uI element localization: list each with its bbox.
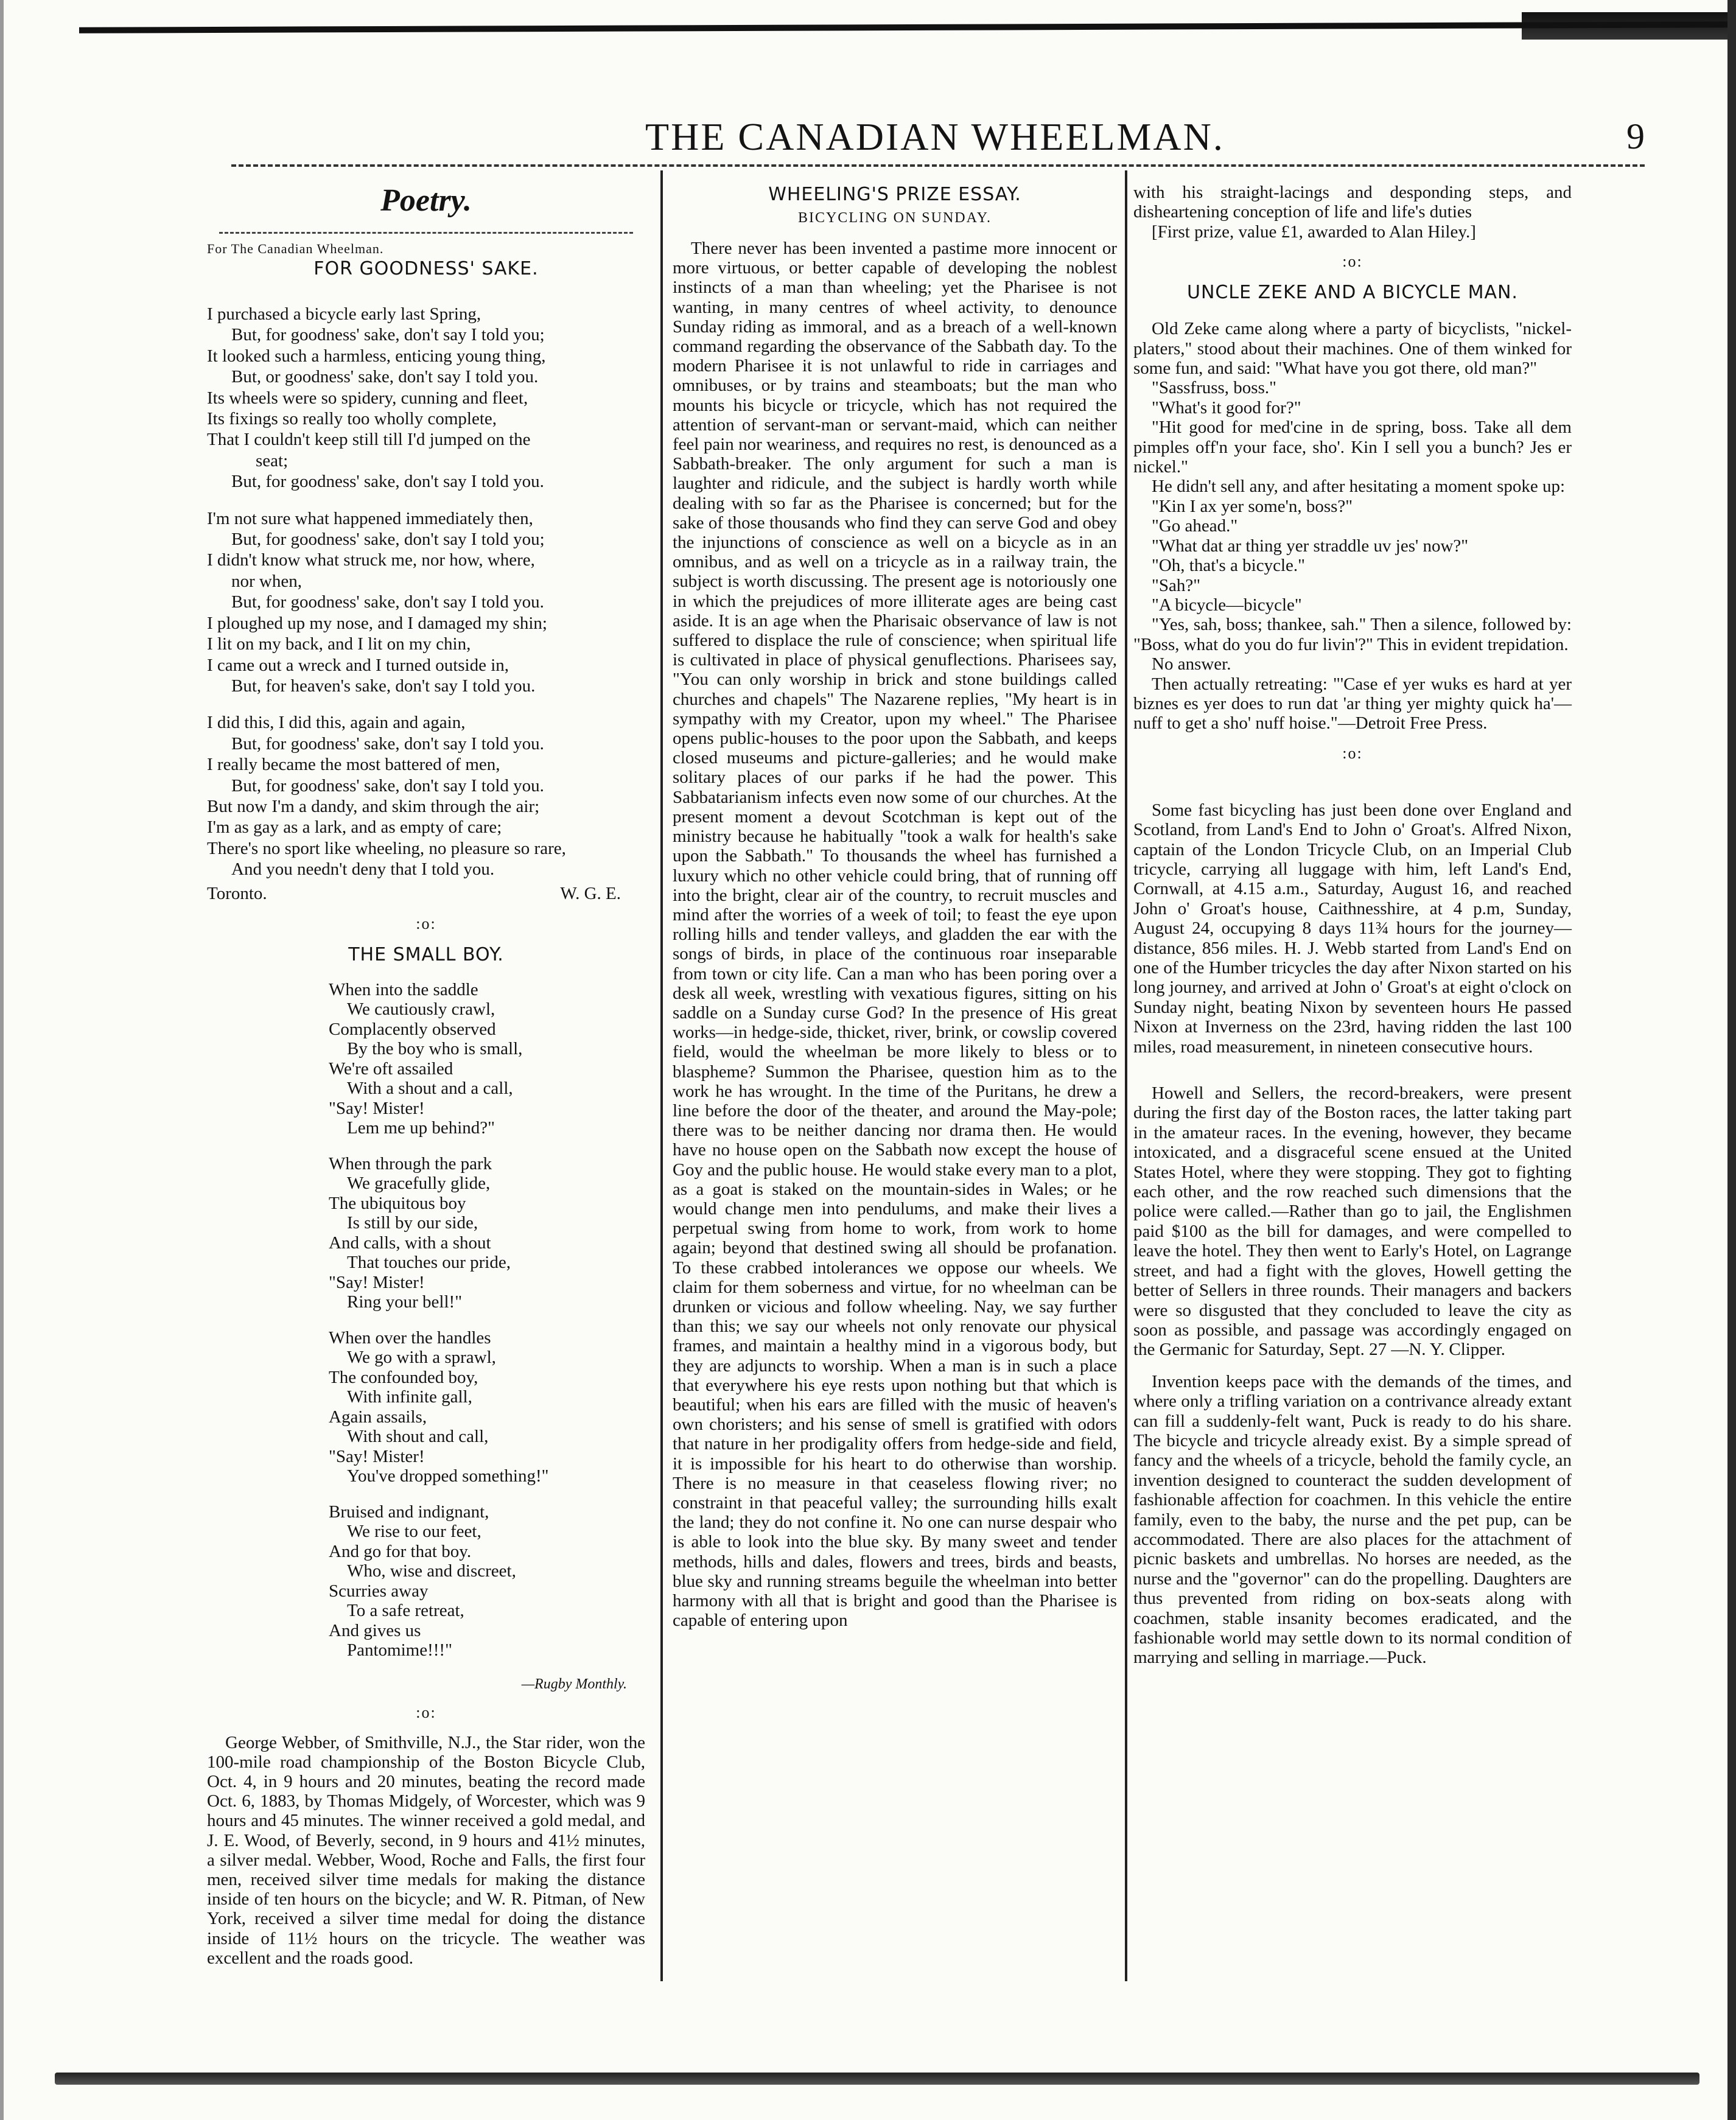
zeke-paragraph: "Sassfruss, boss." — [1152, 378, 1276, 398]
poem-line: By the boy who is small, — [347, 1039, 523, 1059]
header-rule — [231, 164, 1645, 167]
top-rule — [79, 21, 1736, 33]
poem-line: seat; — [256, 450, 289, 471]
stanza — [207, 304, 645, 492]
poem-line: And you needn't deny that I told you. — [231, 859, 495, 880]
stanza — [329, 1328, 645, 1486]
poem-line: You've dropped something!" — [347, 1466, 549, 1486]
poem-line: Lem me up behind?" — [347, 1118, 495, 1138]
poem-line: It looked such a harmless, enticing young thing, — [207, 346, 546, 366]
column-2 — [673, 183, 1117, 1630]
poem-line: The ubiquitous boy — [329, 1193, 466, 1213]
separator: :o: — [1342, 744, 1363, 762]
poem-line: With shout and call, — [347, 1427, 489, 1447]
zeke-paragraph: "Oh, that's a bicycle." — [1152, 556, 1305, 576]
zeke-paragraph: "Hit good for med'cine in de spring, boss. Take all dem pimples off'n your face, sho'. Kin I sell you a bunch? Jes er nickel." — [1133, 418, 1572, 477]
masthead: THE CANADIAN WHEELMAN. — [645, 115, 1225, 158]
column-divider-2 — [1125, 170, 1127, 1981]
page-header — [207, 110, 1645, 164]
essay-continued: with his straight-lacings and desponding steps, and disheartening conception of life and life's duties — [1133, 183, 1572, 222]
column-1 — [207, 183, 645, 1968]
poem-line: To a safe retreat, — [347, 1601, 464, 1621]
zeke-paragraph: "What dat ar thing yer straddle uv jes' now?" — [1152, 536, 1469, 556]
spacer — [1133, 1057, 1572, 1083]
poem-line: The confounded boy, — [329, 1367, 478, 1387]
poem-credit: —Rugby Monthly. — [521, 1676, 627, 1692]
poem-line: We cautiously crawl, — [347, 999, 495, 1020]
separator: :o: — [416, 1703, 436, 1721]
poem-line: "Say! Mister! — [329, 1446, 425, 1466]
column-3 — [1133, 183, 1572, 1668]
separator: :o: — [1342, 253, 1363, 271]
poem-line: And go for that boy. — [329, 1541, 472, 1561]
page-edge-right — [1727, 0, 1736, 2120]
poem-title-goodness: FOR GOODNESS' SAKE. — [313, 258, 539, 279]
poetry-heading: Poetry. — [380, 183, 472, 218]
poem-line: I'm not sure what happened immediately then, — [207, 508, 533, 528]
poem-line: We rise to our feet, — [347, 1522, 481, 1542]
poem-line: nor when, — [231, 571, 302, 591]
spacer — [1133, 774, 1572, 800]
stanza — [207, 712, 645, 880]
poem-line: I'm as gay as a lark, and as empty of care; — [207, 817, 502, 838]
poem-line: I ploughed up my nose, and I damaged my shin; — [207, 613, 547, 633]
poem-line: I really became the most battered of men, — [207, 755, 500, 775]
poetry-rule — [219, 232, 633, 234]
poem-line: That touches our pride, — [347, 1253, 511, 1273]
poem-line: But, or goodness' sake, don't say I told you. — [231, 367, 539, 387]
page-edge-left — [0, 0, 4, 2120]
poem-line: And calls, with a shout — [329, 1233, 491, 1253]
poem-line: Its wheels were so spidery, cunning and fleet, — [207, 388, 528, 408]
poem-line: We gracefully glide, — [347, 1174, 491, 1194]
prize-note: [First prize, value £1, awarded to Alan Hiley.] — [1152, 222, 1476, 242]
poem-line: I purchased a bicycle early last Spring, — [207, 304, 481, 324]
poem-line: Is still by our side, — [347, 1213, 478, 1233]
poem-small-boy — [207, 980, 645, 1660]
poem-line: "Say! Mister! — [329, 1098, 425, 1118]
poem-line: There's no sport like wheeling, no pleasure so rare, — [207, 838, 566, 858]
poem-line: We're oft assailed — [329, 1058, 453, 1079]
dedication: For The Canadian Wheelman. — [207, 241, 384, 256]
poem-place: Toronto. — [207, 883, 267, 903]
zeke-paragraph: "Sah?" — [1152, 575, 1201, 595]
bottom-rule — [55, 2073, 1699, 2085]
poem-line: And gives us — [329, 1620, 421, 1640]
zeke-paragraph: "Yes, sah, boss; thankee, sah." Then a silence, followed by: "Boss, what do you do fur livin'?" This in evident trepidation. — [1133, 615, 1572, 654]
howell-paragraph: Howell and Sellers, the record-breakers, were present during the first day of the Boston races, the latter taking part in the amateur races. In the evening, however, they became intoxicated, and a disgraceful scene ensued at the United States Hotel, where they were stopping. They got to fighting each other, and the row reached such dimensions that the police were called.—Rather than go to jail, the Englishmen paid $100 as the bill for damages, and were compelled to leave the hotel. They then went to Early's Hotel, on Lagrange street, and had a fight with the gloves, Howell getting the better of Sellers in three rounds. Their managers and backers were so disgusted that they concluded to leave the city as soon as possible, and passage was accordingly engaged on the Germanic for Saturday, Sept. 27 —N. Y. Clipper. — [1133, 1083, 1572, 1360]
separator: :o: — [416, 914, 436, 932]
poem-line: With a shout and a call, — [347, 1079, 513, 1099]
poem-author: W. G. E. — [560, 883, 621, 903]
poem-line: Bruised and indignant, — [329, 1502, 489, 1522]
essay-body: There never has been invented a pastime more innocent or more virtuous, or better capable of developing the noblest instincts of a man than wheeling; yet the Pharisee is not wanting, in many centres of wheel activity, to denounce Sunday riding as immoral, and as a breach of a well-known command regarding the observance of the Sabbath day. To the modern Pharisee it is not unlawful to ride in carriages and omnibuses, or by trains and steamboats; but the man who mounts his bicycle or tricycle, which has not required the attention of servant-man or servant-maid, which can neither feel pain nor weariness, and requires no rest, is denounced as a Sabbath-breaker. The only argument for such a man is laughter and ridicule, and the subject is hardly worth while dealing with so far as the Pharisee is concerned; but for the sake of those thousands who find they can serve God and obey the injunctions of conscience as well on a bicycle as in an omnibus, and as well on a tricycle as in a railway train, the subject is worth discussing. The present age is notoriously one in which the prejudices of more illiterate ages are being cast aside. It is an age when the Pharisaic observance of law is not suffered to displace the rule of conscience; when spiritual life is cultivated in place of physical genuflections. Pharisees say, "You can only worship in brick and stone buildings called churches and chapels" The Nazarene replies, "My heart is in sympathy with my Creator, upon my wheel." The Pharisee opens public-houses to the poor upon the Sabbath, and keeps closed museums and picture-galleries; and he would make solitary places of our parks if he had the power. This Sabbatarianism infects even now some of our churches. At the present moment a devout Scotchman is kept out of the ministry because he habitually "took a walk for health's sake upon the Sabbath." To thousands the wheel has furnished a luxury which no other vehicle could bring, that of running off into the bright, clear air of the country, to recruit muscles and mind after the worries of a week of toil; to feast the eye upon rolling hills and tender valleys, and gladden the ear with the songs of birds, in place of the continuous roar inseparable from town or city life. Can a man who has been poring over a desk all week, wrestling with vexatious figures, sitting on his saddle on a Sunday curse God? In the presence of His great works—in hedge-side, thicket, river, brink, or cowslip covered field, would the wheelman be more likely to bless or to blaspheme? Summon the Pharisee, question him as to the work he has wrought. In the time of the Puritans, he drew a line before the door of the theater, and around the May-pole; there was to be neither dancing nor drama then. He would have no house open on the Sabbath now except the house of Goy and the public house. He would stake every man to a plot, as a goat is staked on the mountain-sides in Wales; or he would change men into pendulums, and make their lives a perpetual swing from home to work, from work to home again; beyond that destined swing all should be profanation. To these crabbed intolerances we oppose our wheels. We claim for them soberness and virtue, for no wheelman can be drunken or vicious and follow wheeling. Nay, we say further than this; we say our wheels not only renovate our physical frames, and maintain a healthy mind in a vigorous body, but they are adjuncts to worship. When a man is in such a place that everywhere his eye rests upon nothing but that which is beautiful; when his ears are filled with the music of heaven's own choristers; and his sense of smell is gratified with odors that nature in her prodigality offers from hedge-side and field, it is impossible for his heart to do otherwise than worship. There is no measure in that ceaseless flowing river; no constraint in that peaceful valley; the surrounding hills exalt the land; they do not confine it. No one can nurse despair who is able to look into the blue sky. By many sweet and tender methods, hills and dales, flowers and trees, birds and beasts, blue sky and running streams beguile the wheelman into better harmony with all that is bright and good than the Pharisee is capable of entering upon — [673, 239, 1117, 1631]
stanza — [329, 1154, 645, 1312]
poem-for-goodness-sake — [207, 304, 645, 880]
stanza — [207, 508, 645, 697]
zeke-paragraph: He didn't sell any, and after hesitating a moment spoke up: — [1152, 477, 1566, 497]
poem-line: But, for goodness' sake, don't say I told you. — [231, 775, 544, 796]
poem-line: I didn't know what struck me, nor how, where, — [207, 550, 535, 570]
poem-line: Complacently observed — [329, 1019, 496, 1039]
poem-line: But, for heaven's sake, don't say I told you. — [231, 676, 536, 696]
column-divider-1 — [660, 170, 663, 1981]
stanza — [329, 1502, 645, 1660]
zeke-title: UNCLE ZEKE AND A BICYCLE MAN. — [1187, 282, 1518, 304]
poem-line: Again assails, — [329, 1407, 427, 1427]
essay-subtitle: BICYCLING ON SUNDAY. — [797, 210, 992, 226]
poem-line: I lit on my back, and I lit on my chin, — [207, 634, 471, 654]
poem-line: When into the saddle — [329, 979, 478, 999]
zeke-paragraph: No answer. — [1152, 654, 1231, 674]
poem-line: When over the handles — [329, 1328, 491, 1348]
invention-paragraph: Invention keeps pace with the demands of the times, and where only a trifling variation on a contrivance already extant can fill a suddenly-felt want, Puck is ready to do his share. The bicycle and tricycle already exist. By a simple spread of fancy and the wheels of a tricycle, behold the family cycle, an invention designed to counteract the sudden development of fashionable affection for coachmen. In this vehicle the entire family, even to the baby, the nurse and the pet pup, can be accommodated. There are also places for the attachment of picnic baskets and umbrellas. No horses are needed, as the nurse and the "governor" can do the propelling. Daughters are thus prevented from riding on box-seats along with coachmen, stable insanity becomes eradicated, and the fashionable world may settle down to its normal condition of marrying and selling in marriage.—Puck. — [1133, 1371, 1572, 1668]
stanza — [329, 980, 645, 1138]
zeke-paragraph: "What's it good for?" — [1152, 397, 1301, 418]
zeke-paragraph: "Kin I ax yer some'n, boss?" — [1152, 496, 1353, 516]
page-number: 9 — [1626, 116, 1645, 156]
poem-line: I did this, I did this, again and again, — [207, 713, 466, 733]
poem-line: Its fixings so really too wholly complete, — [207, 409, 497, 429]
poem-line: That I couldn't keep still till I'd jumped on the — [207, 430, 531, 450]
poem-line: "Say! Mister! — [329, 1272, 425, 1292]
poem-line: Ring your bell!" — [347, 1292, 463, 1312]
nixon-paragraph: Some fast bicycling has just been done over England and Scotland, from Land's End to John o' Groat's. Alfred Nixon, captain of the London Tricycle Club, on an Imperial Club tricycle, carrying all luggage with him, left Land's End, Cornwall, at 4.15 a.m., Saturday, August 16, and reached John o' Groat's house, Caithnesshire, at 4 p.m, Sunday, August 24, occupying 8 days 11¾ hours for the journey—distance, 856 miles. H. J. Webb started from Land's End on one of the Humber tricycles the day after Nixon started on his long journey, and arrived at John o' Groat's at eight o'clock on Sunday night, beating Nixon by seventeen hours He passed Nixon at Inverness on the 23rd, having ridden the last 100 miles, road measurement, in nineteen consecutive hours. — [1133, 800, 1572, 1057]
zeke-paragraph: "Go ahead." — [1152, 516, 1238, 536]
webber-paragraph: George Webber, of Smithville, N.J., the Star rider, won the 100-mile road championship of the Boston Bicycle Club, Oct. 4, in 9 hours and 20 minutes, beating the record made Oct. 6, 1883, by Thomas Midgely, of Worcester, which was 9 hours and 45 minutes. The winner received a gold medal, and J. E. Wood, of Beverly, second, in 9 hours and 41½ minutes, a silver medal. Webber, Wood, Roche and Falls, the first four men, received silver time medals for making the distance inside of ten hours on the bicycle; and W. R. Pitman, of New York, received a silver time medal for doing the distance inside of 11½ hours on the tricycle. The weather was excellent and the roads good. — [207, 1732, 645, 1968]
essay-title: WHEELING'S PRIZE ESSAY. — [768, 184, 1021, 205]
poem-line: But, for goodness' sake, don't say I told you. — [231, 472, 544, 492]
poem-title-small-boy: THE SMALL BOY. — [348, 943, 504, 965]
poem-line: Scurries away — [329, 1581, 429, 1601]
poem-line: With infinite gall, — [347, 1387, 472, 1407]
poem-line: We go with a sprawl, — [347, 1348, 496, 1368]
poem-line: Pantomime!!!" — [347, 1640, 452, 1660]
poem-line: When through the park — [329, 1153, 492, 1174]
zeke-story — [1133, 319, 1572, 733]
poem-line: I came out a wreck and I turned outside in, — [207, 655, 509, 675]
zeke-paragraph: Then actually retreating: "'Case ef yer wuks es hard at yer biznes es yer does to run dat 'ar thing yer mighty quick ha'—nuff to get a sho' nuff hoise."—Detroit Free Press. — [1133, 674, 1572, 733]
poem-line: But, for goodness' sake, don't say I told you. — [231, 592, 544, 612]
poem-line: But now I'm a dandy, and skim through the air; — [207, 796, 540, 816]
poem-line: But, for goodness' sake, don't say I told you; — [231, 325, 545, 345]
poem-line: Who, wise and discreet, — [347, 1561, 516, 1581]
zeke-paragraph: Old Zeke came along where a party of bicyclists, "nickel-platers," stood about their machines. One of them winked for some fun, and said: "What have you got there, old man?" — [1133, 319, 1572, 379]
poem-line: But, for goodness' sake, don't say I told you. — [231, 733, 544, 754]
poem-byline — [207, 884, 645, 904]
zeke-paragraph: "A bicycle—bicycle" — [1152, 595, 1302, 615]
poem-line: But, for goodness' sake, don't say I told you; — [231, 530, 545, 550]
spacer — [1133, 1360, 1572, 1372]
